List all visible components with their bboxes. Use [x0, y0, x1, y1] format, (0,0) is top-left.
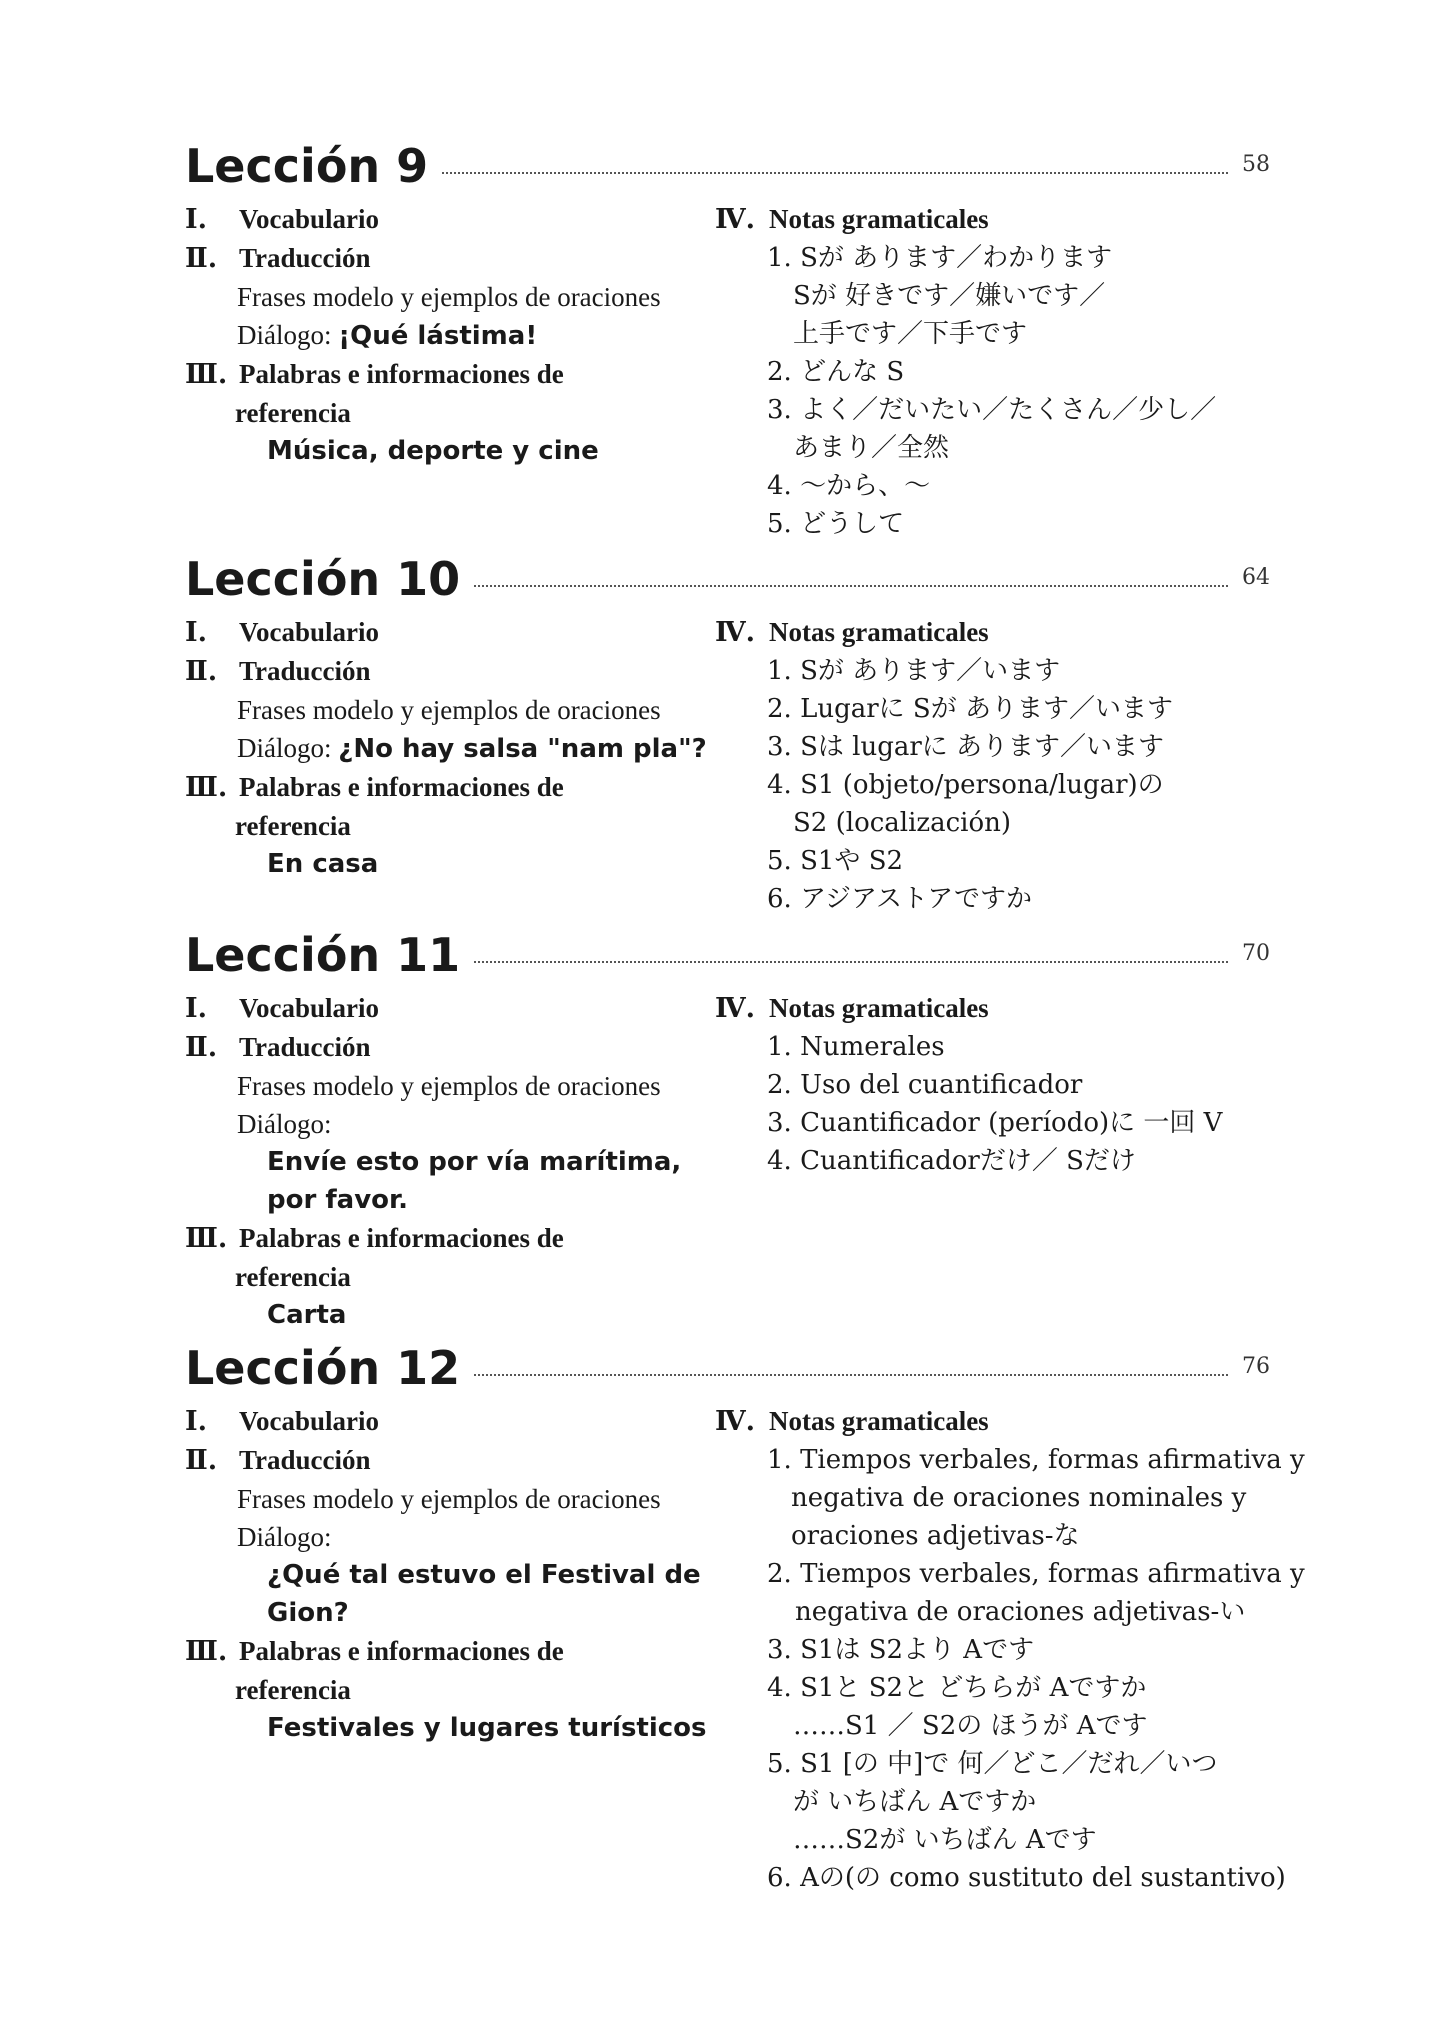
section-vocabulario: Ⅰ. Vocabulario	[185, 1406, 380, 1437]
section-notas: Ⅳ. Notas gramaticales	[715, 617, 989, 648]
grammar-item: 1. Sが あります／わかります	[767, 243, 1113, 273]
section-notas: Ⅳ. Notas gramaticales	[715, 1406, 989, 1437]
contents-right-column	[715, 989, 1275, 1180]
section-palabras-cont: referencia	[235, 1675, 351, 1705]
grammar-item: が いちばん Aですか	[793, 1787, 1037, 1817]
grammar-item: 3. Sは lugarに あります／います	[767, 732, 1165, 762]
section-traduccion: Ⅱ. Traducción	[185, 1445, 371, 1476]
section-notas: Ⅳ. Notas gramaticales	[715, 204, 989, 235]
contents-right-column	[715, 200, 1275, 543]
grammar-item: S2 (localización)	[793, 808, 1012, 838]
reference-topic: Festivales y lugares turísticos	[267, 1713, 707, 1743]
contents-left-column	[185, 1402, 725, 1747]
subsection-dialogo: Diálogo:	[237, 1109, 332, 1139]
section-palabras: Ⅲ. Palabras e informaciones de	[185, 359, 564, 390]
grammar-item: 4. S1 (objeto/persona/lugar)の	[767, 770, 1164, 800]
reference-topic: En casa	[267, 849, 379, 879]
subsection-frases: Frases modelo y ejemplos de oraciones	[237, 282, 661, 312]
grammar-item: 5. S1や S2	[767, 846, 904, 876]
dot-leader	[474, 961, 1228, 963]
lesson-9	[185, 138, 1270, 539]
page-number: 58	[1242, 152, 1270, 177]
section-palabras: Ⅲ. Palabras e informaciones de	[185, 772, 564, 803]
grammar-item: 5. S1 [の 中]で 何／どこ／だれ／いつ	[767, 1749, 1218, 1779]
grammar-item: 4. Cuantificadorだけ／ Sだけ	[767, 1146, 1136, 1176]
page-number: 70	[1242, 941, 1270, 966]
grammar-item: 1. Numerales	[767, 1032, 945, 1062]
section-traduccion: Ⅱ. Traducción	[185, 243, 371, 274]
grammar-item: 上手です／下手です	[793, 319, 1028, 349]
grammar-item: negativa de oraciones adjetivas-い	[795, 1597, 1246, 1627]
section-palabras: Ⅲ. Palabras e informaciones de	[185, 1223, 564, 1254]
lesson-title: Lección 11	[185, 928, 461, 982]
reference-topic: Carta	[267, 1300, 347, 1330]
contents-left-column	[185, 989, 725, 1334]
lesson-header	[185, 927, 1270, 987]
dialog-title: ¿No hay salsa "nam pla"?	[338, 734, 707, 764]
grammar-item: ……S2が いちばん Aです	[793, 1825, 1097, 1855]
contents-left-column	[185, 200, 725, 470]
grammar-item: 4. S1と S2と どちらが Aですか	[767, 1673, 1147, 1703]
section-vocabulario: Ⅰ. Vocabulario	[185, 204, 380, 235]
section-palabras-cont: referencia	[235, 1262, 351, 1292]
subsection-dialogo: Diálogo:	[237, 1522, 332, 1552]
subsection-dialogo: Diálogo: ¿No hay salsa "nam pla"?	[237, 733, 707, 764]
section-palabras: Ⅲ. Palabras e informaciones de	[185, 1636, 564, 1667]
grammar-item: ……S1 ／ S2の ほうが Aです	[793, 1711, 1148, 1741]
grammar-item: 2. どんな S	[767, 357, 905, 387]
grammar-item: negativa de oraciones nominales y	[791, 1483, 1247, 1513]
lesson-11	[185, 927, 1270, 1330]
lesson-header	[185, 551, 1270, 611]
grammar-item: 3. Cuantificador (período)に 一回 V	[767, 1108, 1223, 1138]
dialog-title: por favor.	[267, 1185, 409, 1215]
lesson-12	[185, 1340, 1305, 1893]
contents-left-column	[185, 613, 725, 883]
dialog-title: Gion?	[267, 1598, 349, 1628]
dot-leader	[442, 172, 1228, 174]
grammar-item: 1. Tiempos verbales, formas afirmativa y	[767, 1445, 1305, 1475]
section-vocabulario: Ⅰ. Vocabulario	[185, 617, 380, 648]
subsection-frases: Frases modelo y ejemplos de oraciones	[237, 1071, 661, 1101]
lesson-title: Lección 12	[185, 1341, 461, 1395]
grammar-item: 1. Sが あります／います	[767, 656, 1061, 686]
subsection-dialogo: Diálogo: ¡Qué lástima!	[237, 320, 538, 351]
section-vocabulario: Ⅰ. Vocabulario	[185, 993, 380, 1024]
section-palabras-cont: referencia	[235, 398, 351, 428]
page-number: 64	[1242, 565, 1270, 590]
grammar-item: 6. アジアストアですか	[767, 884, 1032, 914]
lesson-10	[185, 551, 1270, 914]
dialog-title: ¡Qué lástima!	[338, 321, 538, 351]
grammar-item: 2. Uso del cuantificador	[767, 1070, 1083, 1100]
lesson-title: Lección 9	[185, 139, 429, 193]
lesson-header	[185, 138, 1270, 198]
lesson-header	[185, 1340, 1270, 1400]
dialog-title: ¿Qué tal estuvo el Festival de	[267, 1560, 701, 1590]
lesson-title: Lección 10	[185, 552, 461, 606]
section-traduccion: Ⅱ. Traducción	[185, 1032, 371, 1063]
reference-topic: Música, deporte y cine	[267, 436, 599, 466]
grammar-item: oraciones adjetivas-な	[791, 1521, 1080, 1551]
section-palabras-cont: referencia	[235, 811, 351, 841]
dialog-title: Envíe esto por vía marítima,	[267, 1147, 682, 1177]
grammar-item: あまり／全然	[793, 433, 950, 463]
subsection-frases: Frases modelo y ejemplos de oraciones	[237, 695, 661, 725]
contents-right-column	[715, 613, 1275, 918]
page-number: 76	[1242, 1354, 1270, 1379]
dot-leader	[474, 585, 1228, 587]
subsection-frases: Frases modelo y ejemplos de oraciones	[237, 1484, 661, 1514]
grammar-item: 5. どうして	[767, 509, 905, 539]
grammar-item: 4. ～から、～	[767, 471, 931, 501]
grammar-item: 2. Lugarに Sが あります／います	[767, 694, 1173, 724]
grammar-item: 6. Aの(の como sustituto del sustantivo)	[767, 1863, 1286, 1893]
dot-leader	[474, 1374, 1228, 1376]
grammar-item: Sが 好きです／嫌いです／	[793, 281, 1106, 311]
grammar-item: 2. Tiempos verbales, formas afirmativa y	[767, 1559, 1305, 1589]
section-notas: Ⅳ. Notas gramaticales	[715, 993, 989, 1024]
grammar-item: 3. よく／だいたい／たくさん／少し／	[767, 395, 1217, 425]
contents-right-column	[715, 1402, 1305, 1897]
section-traduccion: Ⅱ. Traducción	[185, 656, 371, 687]
grammar-item: 3. S1は S2より Aです	[767, 1635, 1035, 1665]
